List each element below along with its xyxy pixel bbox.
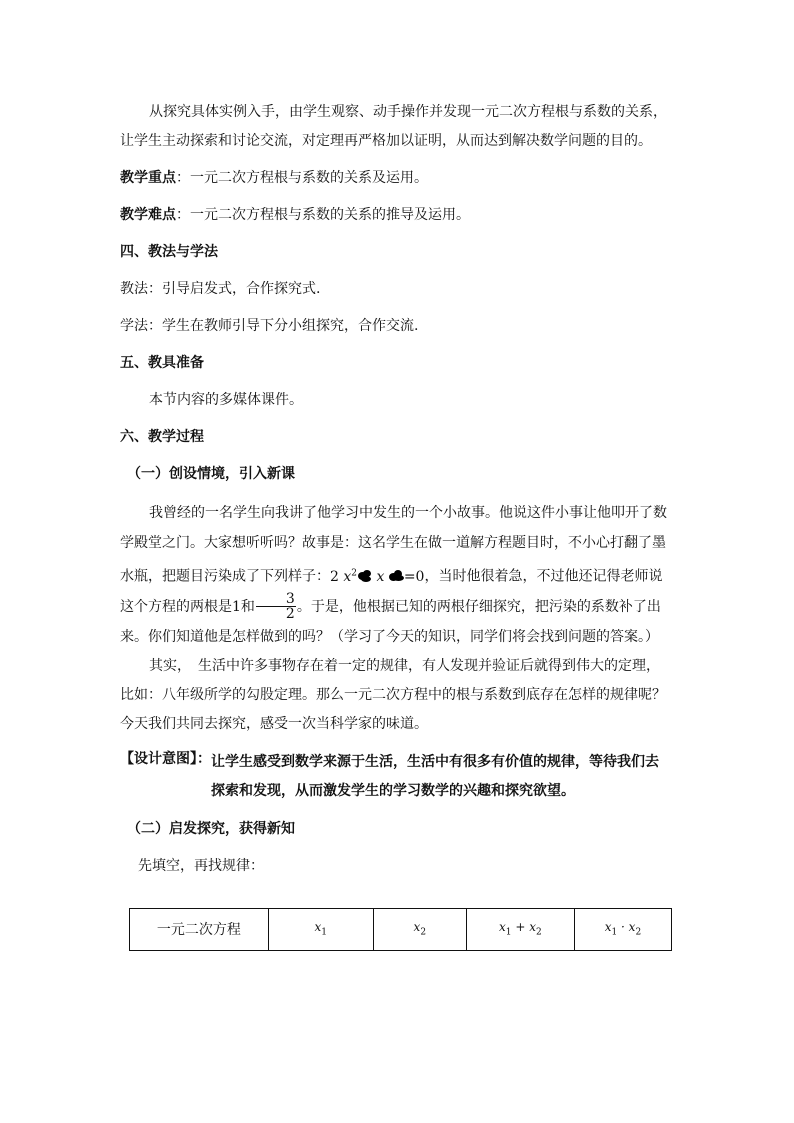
equation bbox=[330, 569, 424, 585]
ink-blot-icon bbox=[357, 570, 372, 582]
section-6-heading: 六、教学过程 bbox=[120, 429, 204, 445]
learn-method: 学法：学生在教师引导下分小组探究，合作交流. bbox=[120, 318, 419, 334]
teach-method: 教法：引导启发式，合作探究式. bbox=[120, 281, 321, 297]
difficulty-text: ：一元二次方程根与系数的关系的推导及运用。 bbox=[176, 207, 470, 223]
fraction bbox=[256, 592, 296, 621]
ink-blot-icon bbox=[389, 570, 404, 582]
table-row bbox=[130, 908, 672, 950]
difficulty-label: 教学难点 bbox=[120, 207, 176, 223]
tools-line: 本节内容的多媒体课件。 bbox=[149, 392, 303, 408]
key-point-text: ：一元二次方程根与系数的关系及运用。 bbox=[176, 170, 428, 186]
section-4-heading: 四、教法与学法 bbox=[120, 244, 218, 260]
design-intent bbox=[120, 748, 672, 806]
fraction-numerator: 3 bbox=[256, 592, 296, 607]
eq-end: =0 bbox=[403, 568, 425, 585]
fraction-denominator: 2 bbox=[285, 606, 295, 623]
table-header-product: $x_1 \cdot x_2$ bbox=[574, 908, 671, 950]
eq-var: x bbox=[343, 568, 352, 585]
key-point-line bbox=[120, 164, 672, 193]
table-header-x1: $x_1$ bbox=[268, 908, 373, 950]
table-header-equation: 一元二次方程 bbox=[130, 908, 269, 950]
eq-coef: 2 bbox=[330, 568, 339, 585]
story-paragraph-2: 其实， 生活中许多事物存在着一定的规律，有人发现并验证后就得到伟大的定理，比如：八年级所学的勾股定理。那么一元二次方程中的根与系数到底存在怎样的规律呢？今天我们共同去探究，感受一次当科学家的味道。 bbox=[120, 657, 666, 732]
table-header-sum: $x_1 + x_2$ bbox=[466, 908, 574, 950]
subsection-1-heading: （一）创设情境，引入新课 bbox=[127, 466, 295, 482]
design-intent-label: 【设计意图】： bbox=[120, 750, 211, 767]
story-text-a: 我曾经的一名学生向我讲了他学习中发生的一个小故事。他说这件小事让他叩开了数学殿堂之门。大家想听听吗？故事是：这名学生在做一道解方程题目时，不小心打翻了墨水瓶，把题目污染成了下列样子： bbox=[120, 505, 667, 585]
difficulty-line bbox=[120, 201, 672, 230]
eq-power: 2 bbox=[351, 568, 358, 578]
section-5-heading: 五、教具准备 bbox=[120, 355, 204, 371]
story-text-c: 。于是，他根据已知的两根仔细探究，把污染的系数补了出来。你们知道他是怎样做到的吗？（学习了今天的知识，同学们将会找到问题的答案。） bbox=[120, 598, 661, 645]
eq-x: x bbox=[376, 568, 385, 585]
fill-instruction: 先填空，再找规律： bbox=[138, 857, 264, 874]
document-page bbox=[120, 98, 672, 951]
table-header-x2: $x_2$ bbox=[373, 908, 466, 950]
key-point-label: 教学重点 bbox=[120, 170, 176, 186]
intro-paragraph: 从探究具体实例入手，由学生观察、动手操作并发现一元二次方程根与系数的关系，让学生主动探索和讨论交流，对定理再严格加以证明，从而达到解决数学问题的目的。 bbox=[120, 104, 667, 149]
subsection-2-heading: （二）启发探究，获得新知 bbox=[127, 820, 295, 837]
story-text-b: ，当时他很着急，不过他还记得老师说这个方程的两根是1和 bbox=[120, 568, 663, 615]
story-paragraph bbox=[120, 498, 672, 652]
roots-table bbox=[129, 908, 672, 951]
design-intent-text: 让学生感受到数学来源于生活，生活中有很多有价值的规律，等待我们去探索和发现，从而激发学生的学习数学的兴趣和探究欲望。 bbox=[211, 753, 659, 799]
